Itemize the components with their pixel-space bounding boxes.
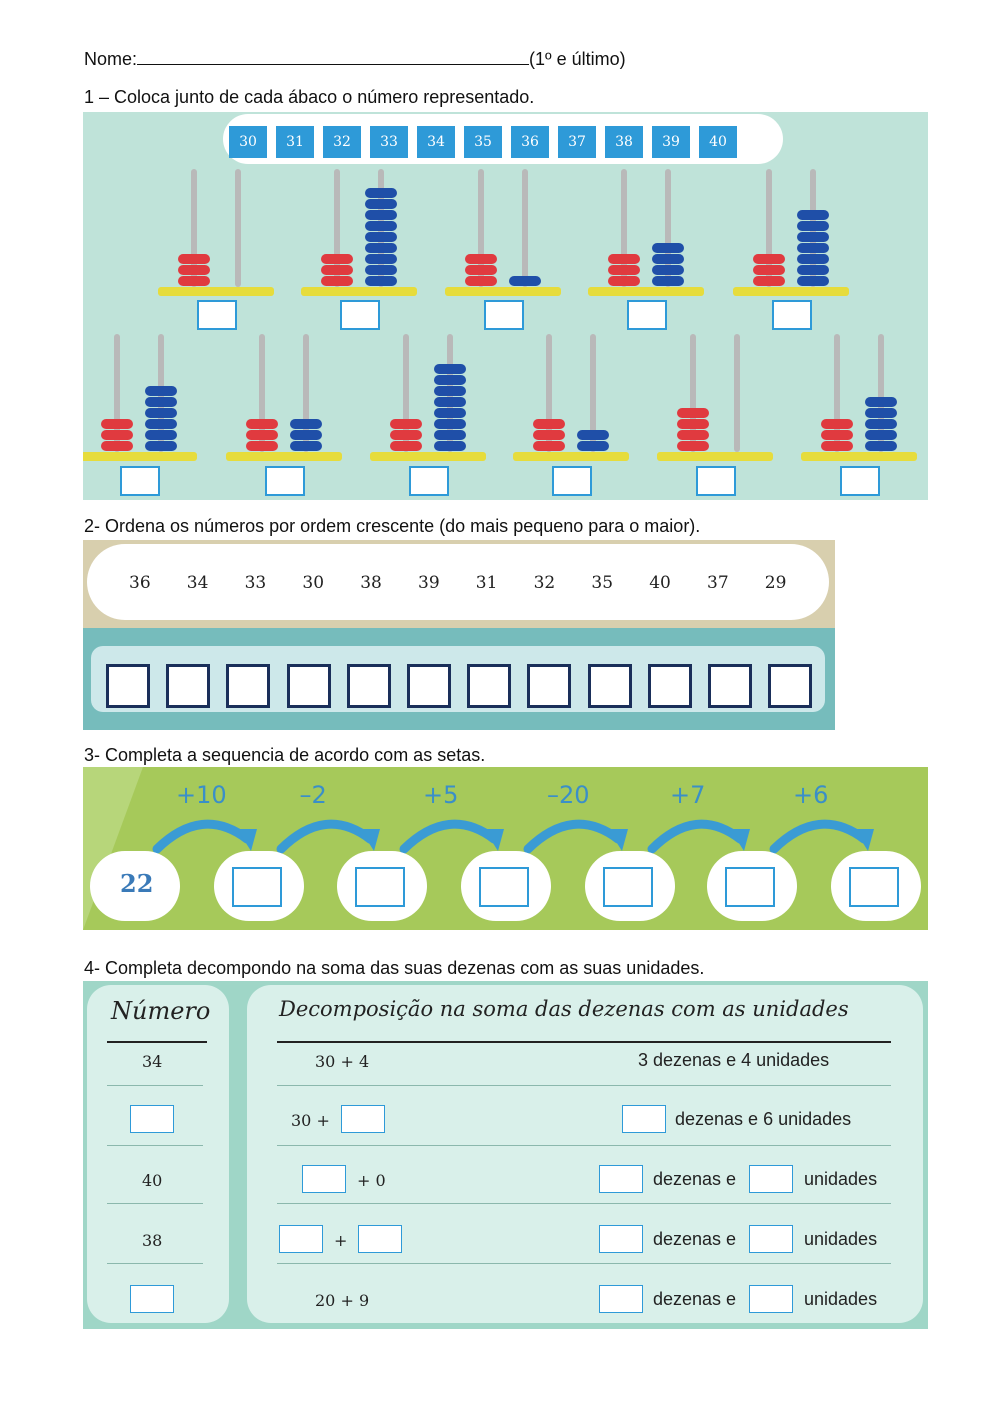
unit-bead: [797, 265, 829, 275]
sequence-step-label: +10: [176, 781, 227, 809]
tens-bead: [321, 276, 353, 286]
units-rod: [235, 169, 241, 287]
row5-number-box[interactable]: [130, 1285, 174, 1313]
arrow-head: [854, 829, 874, 851]
unit-bead: [865, 430, 897, 440]
unit-bead: [434, 441, 466, 451]
number-tile: 39: [652, 126, 690, 158]
row1-sum: 30 + 4: [315, 1052, 370, 1071]
tens-bead: [533, 441, 565, 451]
sequence-arrow: [652, 824, 740, 849]
order-answer-box[interactable]: [226, 664, 270, 708]
tens-bead: [246, 441, 278, 451]
unit-bead: [797, 254, 829, 264]
unit-bead: [577, 441, 609, 451]
row-separator: [107, 1263, 203, 1264]
order-number: 34: [186, 573, 209, 593]
number-tile: 37: [558, 126, 596, 158]
tens-bead: [246, 419, 278, 429]
row-separator: [277, 1145, 891, 1146]
number-column: [87, 985, 229, 1323]
q4-title: 4- Completa decompondo na soma das suas dezenas com as suas unidades.: [84, 958, 705, 978]
tens-bead: [321, 254, 353, 264]
row3-end: unidades: [804, 1169, 878, 1189]
sequence-slot: [214, 851, 304, 921]
unit-bead: [290, 430, 322, 440]
tens-bead: [178, 265, 210, 275]
sequence-answer-box[interactable]: [479, 867, 529, 907]
row-separator: [277, 1085, 891, 1086]
order-boxes: [91, 646, 825, 712]
tens-bead: [533, 419, 565, 429]
tens-bead: [821, 441, 853, 451]
row4-mid: dezenas e: [653, 1229, 737, 1249]
number-tile: 30: [229, 126, 267, 158]
order-number: 30: [302, 573, 325, 593]
order-answer-area: [83, 628, 835, 730]
unit-bead: [145, 441, 177, 451]
number-tile: 40: [699, 126, 737, 158]
unit-bead: [145, 430, 177, 440]
tens-bead: [677, 419, 709, 429]
unit-bead: [865, 397, 897, 407]
number-tile: 31: [276, 126, 314, 158]
tens-bead: [821, 419, 853, 429]
row4-number: 38: [142, 1231, 163, 1250]
abacus-panel: [83, 112, 928, 500]
unit-bead: [145, 419, 177, 429]
unit-bead: [865, 419, 897, 429]
tens-bead: [465, 276, 497, 286]
unit-bead: [797, 210, 829, 220]
row3-units-box[interactable]: [749, 1165, 793, 1193]
unit-bead: [577, 430, 609, 440]
units-rod: [734, 334, 740, 452]
sequence-slot: [831, 851, 921, 921]
sequence-arrow: [528, 824, 618, 849]
row5-tens-box[interactable]: [599, 1285, 643, 1313]
order-answer-box[interactable]: [347, 664, 391, 708]
sequence-answer-box[interactable]: [355, 867, 405, 907]
unit-bead: [797, 243, 829, 253]
row-separator: [107, 1145, 203, 1146]
sequence-slot: [707, 851, 797, 921]
arrow-head: [730, 829, 750, 851]
unit-bead: [365, 243, 397, 253]
abacus-base: [733, 287, 849, 296]
unit-bead: [365, 221, 397, 231]
abacus-base: [158, 287, 274, 296]
abacus-answer-box[interactable]: [409, 466, 449, 496]
row1-words: 3 dezenas e 4 unidades: [638, 1050, 830, 1070]
sequence-answer-box[interactable]: [725, 867, 775, 907]
q3-title: 3- Completa a sequencia de acordo com as setas.: [84, 745, 486, 765]
decomposition-column: [247, 985, 923, 1323]
row2-units-box[interactable]: [341, 1105, 385, 1133]
sequence-arrow: [774, 824, 864, 849]
header-underline: [107, 1041, 207, 1043]
tens-bead: [321, 265, 353, 275]
tens-bead: [465, 265, 497, 275]
row5-units-box[interactable]: [749, 1285, 793, 1313]
sequence-step-label: +5: [423, 781, 459, 809]
abacus-answer-box[interactable]: [340, 300, 380, 330]
number-tile: 33: [370, 126, 408, 158]
abacus-answer-box[interactable]: [120, 466, 160, 496]
order-answer-box[interactable]: [527, 664, 571, 708]
row-separator: [107, 1203, 203, 1204]
tens-bead: [677, 441, 709, 451]
order-number: 38: [360, 573, 382, 593]
abacus-answer-box[interactable]: [197, 300, 237, 330]
tens-bead: [246, 430, 278, 440]
number-tile: 34: [417, 126, 455, 158]
sequence-start-circle: [90, 851, 180, 921]
row1-number: 34: [142, 1052, 163, 1071]
arrow-head: [237, 829, 257, 851]
unit-bead: [797, 276, 829, 286]
tens-bead: [608, 276, 640, 286]
abacus-answer-box[interactable]: [840, 466, 880, 496]
unit-bead: [365, 254, 397, 264]
order-answer-box[interactable]: [768, 664, 812, 708]
sequence-answer-box[interactable]: [849, 867, 899, 907]
unit-bead: [365, 265, 397, 275]
units-rod: [522, 169, 528, 287]
unit-bead: [145, 397, 177, 407]
abacus-base: [445, 287, 561, 296]
row4-units-box[interactable]: [749, 1225, 793, 1253]
unit-bead: [865, 408, 897, 418]
unit-bead: [290, 419, 322, 429]
tens-bead: [677, 408, 709, 418]
row3-number: 40: [142, 1171, 163, 1190]
q1-title: 1 – Coloca junto de cada ábaco o número representado.: [84, 87, 535, 107]
decomposition-header: Decomposição na soma das dezenas com as unidades: [279, 997, 849, 1021]
unit-bead: [865, 441, 897, 451]
unit-bead: [434, 364, 466, 374]
tens-bead: [753, 254, 785, 264]
order-number: 32: [533, 573, 556, 593]
number-tile: 36: [511, 126, 549, 158]
row3-sum-suffix: + 0: [357, 1171, 386, 1190]
abacus-base: [588, 287, 704, 296]
tens-bead: [533, 430, 565, 440]
tens-bead: [608, 254, 640, 264]
name-suffix: (1º e último): [529, 49, 626, 69]
order-number: 39: [418, 573, 440, 593]
order-number: 37: [707, 573, 729, 593]
tens-bead: [178, 276, 210, 286]
unit-bead: [652, 265, 684, 275]
unit-bead: [365, 276, 397, 286]
order-answer-box[interactable]: [648, 664, 692, 708]
tens-bead: [753, 265, 785, 275]
sequence-step-label: –2: [299, 781, 327, 809]
order-answer-box[interactable]: [287, 664, 331, 708]
tens-bead: [465, 254, 497, 264]
name-field[interactable]: [137, 48, 529, 65]
row5-end: unidades: [804, 1289, 878, 1309]
order-numbers: [87, 544, 829, 620]
sequence-step-label: +7: [670, 781, 706, 809]
sequence-step-label: –20: [547, 781, 590, 809]
row2-number-box[interactable]: [130, 1105, 174, 1133]
abacus-base: [83, 452, 197, 461]
row3-tens-sum-box[interactable]: [302, 1165, 346, 1193]
sequence-slot: [461, 851, 551, 921]
order-answer-box[interactable]: [588, 664, 632, 708]
row2-sum-prefix: 30 +: [291, 1111, 330, 1130]
name-line: [84, 48, 626, 70]
order-number: 33: [244, 573, 267, 593]
abacus-base: [301, 287, 417, 296]
abacus-base: [513, 452, 629, 461]
decomposition-panel: [83, 981, 928, 1329]
abacus-base: [657, 452, 773, 461]
arrow-head: [360, 829, 380, 851]
unit-bead: [365, 188, 397, 198]
row5-sum: 20 + 9: [315, 1291, 370, 1310]
row3-tens-box[interactable]: [599, 1165, 643, 1193]
sequence-arrow: [281, 824, 370, 849]
tens-bead: [821, 430, 853, 440]
unit-bead: [365, 232, 397, 242]
unit-bead: [145, 408, 177, 418]
row-separator: [277, 1203, 891, 1204]
sequence-step-label: +6: [793, 781, 829, 809]
number-tile: 38: [605, 126, 643, 158]
sequence-slot: [337, 851, 427, 921]
row5-mid: dezenas e: [653, 1289, 737, 1309]
tens-bead: [101, 419, 133, 429]
order-number: 31: [475, 573, 498, 593]
order-answer-box[interactable]: [407, 664, 451, 708]
row4-tens-sum-box[interactable]: [279, 1225, 323, 1253]
arrow-head: [484, 829, 504, 851]
unit-bead: [509, 276, 541, 286]
unit-bead: [434, 419, 466, 429]
unit-bead: [652, 276, 684, 286]
sequence-answer-box[interactable]: [232, 867, 282, 907]
abacus-answer-box[interactable]: [696, 466, 736, 496]
tens-bead: [101, 441, 133, 451]
sequence-slot: [585, 851, 675, 921]
row4-plus: +: [334, 1231, 348, 1250]
tens-bead: [390, 441, 422, 451]
unit-bead: [145, 386, 177, 396]
arrow-head: [608, 829, 628, 851]
tens-bead: [390, 419, 422, 429]
row4-tens-box[interactable]: [599, 1225, 643, 1253]
abacus-answer-box[interactable]: [772, 300, 812, 330]
unit-bead: [797, 232, 829, 242]
sequence-panel: [83, 767, 928, 930]
tens-bead: [178, 254, 210, 264]
unit-bead: [365, 199, 397, 209]
tens-bead: [677, 430, 709, 440]
row2-words: dezenas e 6 unidades: [675, 1109, 852, 1129]
sequence-start: 22: [120, 869, 154, 898]
unit-bead: [434, 408, 466, 418]
order-answer-box[interactable]: [106, 664, 150, 708]
abacus-answer-box[interactable]: [484, 300, 524, 330]
abacus-base: [370, 452, 486, 461]
unit-bead: [797, 221, 829, 231]
abacus-base: [226, 452, 342, 461]
number-tile: 35: [464, 126, 502, 158]
order-number: 29: [764, 573, 787, 593]
tens-bead: [101, 430, 133, 440]
unit-bead: [290, 441, 322, 451]
row4-units-sum-box[interactable]: [358, 1225, 402, 1253]
order-answer-box[interactable]: [166, 664, 210, 708]
row3-mid: dezenas e: [653, 1169, 737, 1189]
row-separator: [277, 1263, 891, 1264]
unit-bead: [434, 386, 466, 396]
sequence-answer-box[interactable]: [603, 867, 653, 907]
tens-bead: [608, 265, 640, 275]
abacus-answer-box[interactable]: [627, 300, 667, 330]
abacus-answer-box[interactable]: [552, 466, 592, 496]
name-label: Nome:: [84, 49, 138, 69]
q2-title: 2- Ordena os números por ordem crescente (do mais pequeno para o maior).: [84, 516, 701, 536]
tens-bead: [753, 276, 785, 286]
unit-bead: [434, 397, 466, 407]
number-tile: 32: [323, 126, 361, 158]
row-separator: [107, 1085, 203, 1086]
unit-bead: [652, 243, 684, 253]
order-number: 40: [649, 573, 671, 593]
tens-bead: [390, 430, 422, 440]
row4-end: unidades: [804, 1229, 878, 1249]
unit-bead: [652, 254, 684, 264]
order-answer-box[interactable]: [708, 664, 752, 708]
row2-tens-box[interactable]: [622, 1105, 666, 1133]
order-number: 35: [591, 573, 614, 593]
order-number: 36: [129, 573, 151, 593]
abacus-answer-box[interactable]: [265, 466, 305, 496]
number-column-header: Número: [111, 997, 211, 1025]
header-underline: [277, 1041, 891, 1043]
order-panel: [83, 540, 835, 730]
unit-bead: [434, 430, 466, 440]
sequence-arrow: [404, 824, 494, 849]
order-answer-box[interactable]: [467, 664, 511, 708]
sequence-arrow: [157, 824, 247, 849]
unit-bead: [434, 375, 466, 385]
unit-bead: [365, 210, 397, 220]
abacus-base: [801, 452, 917, 461]
